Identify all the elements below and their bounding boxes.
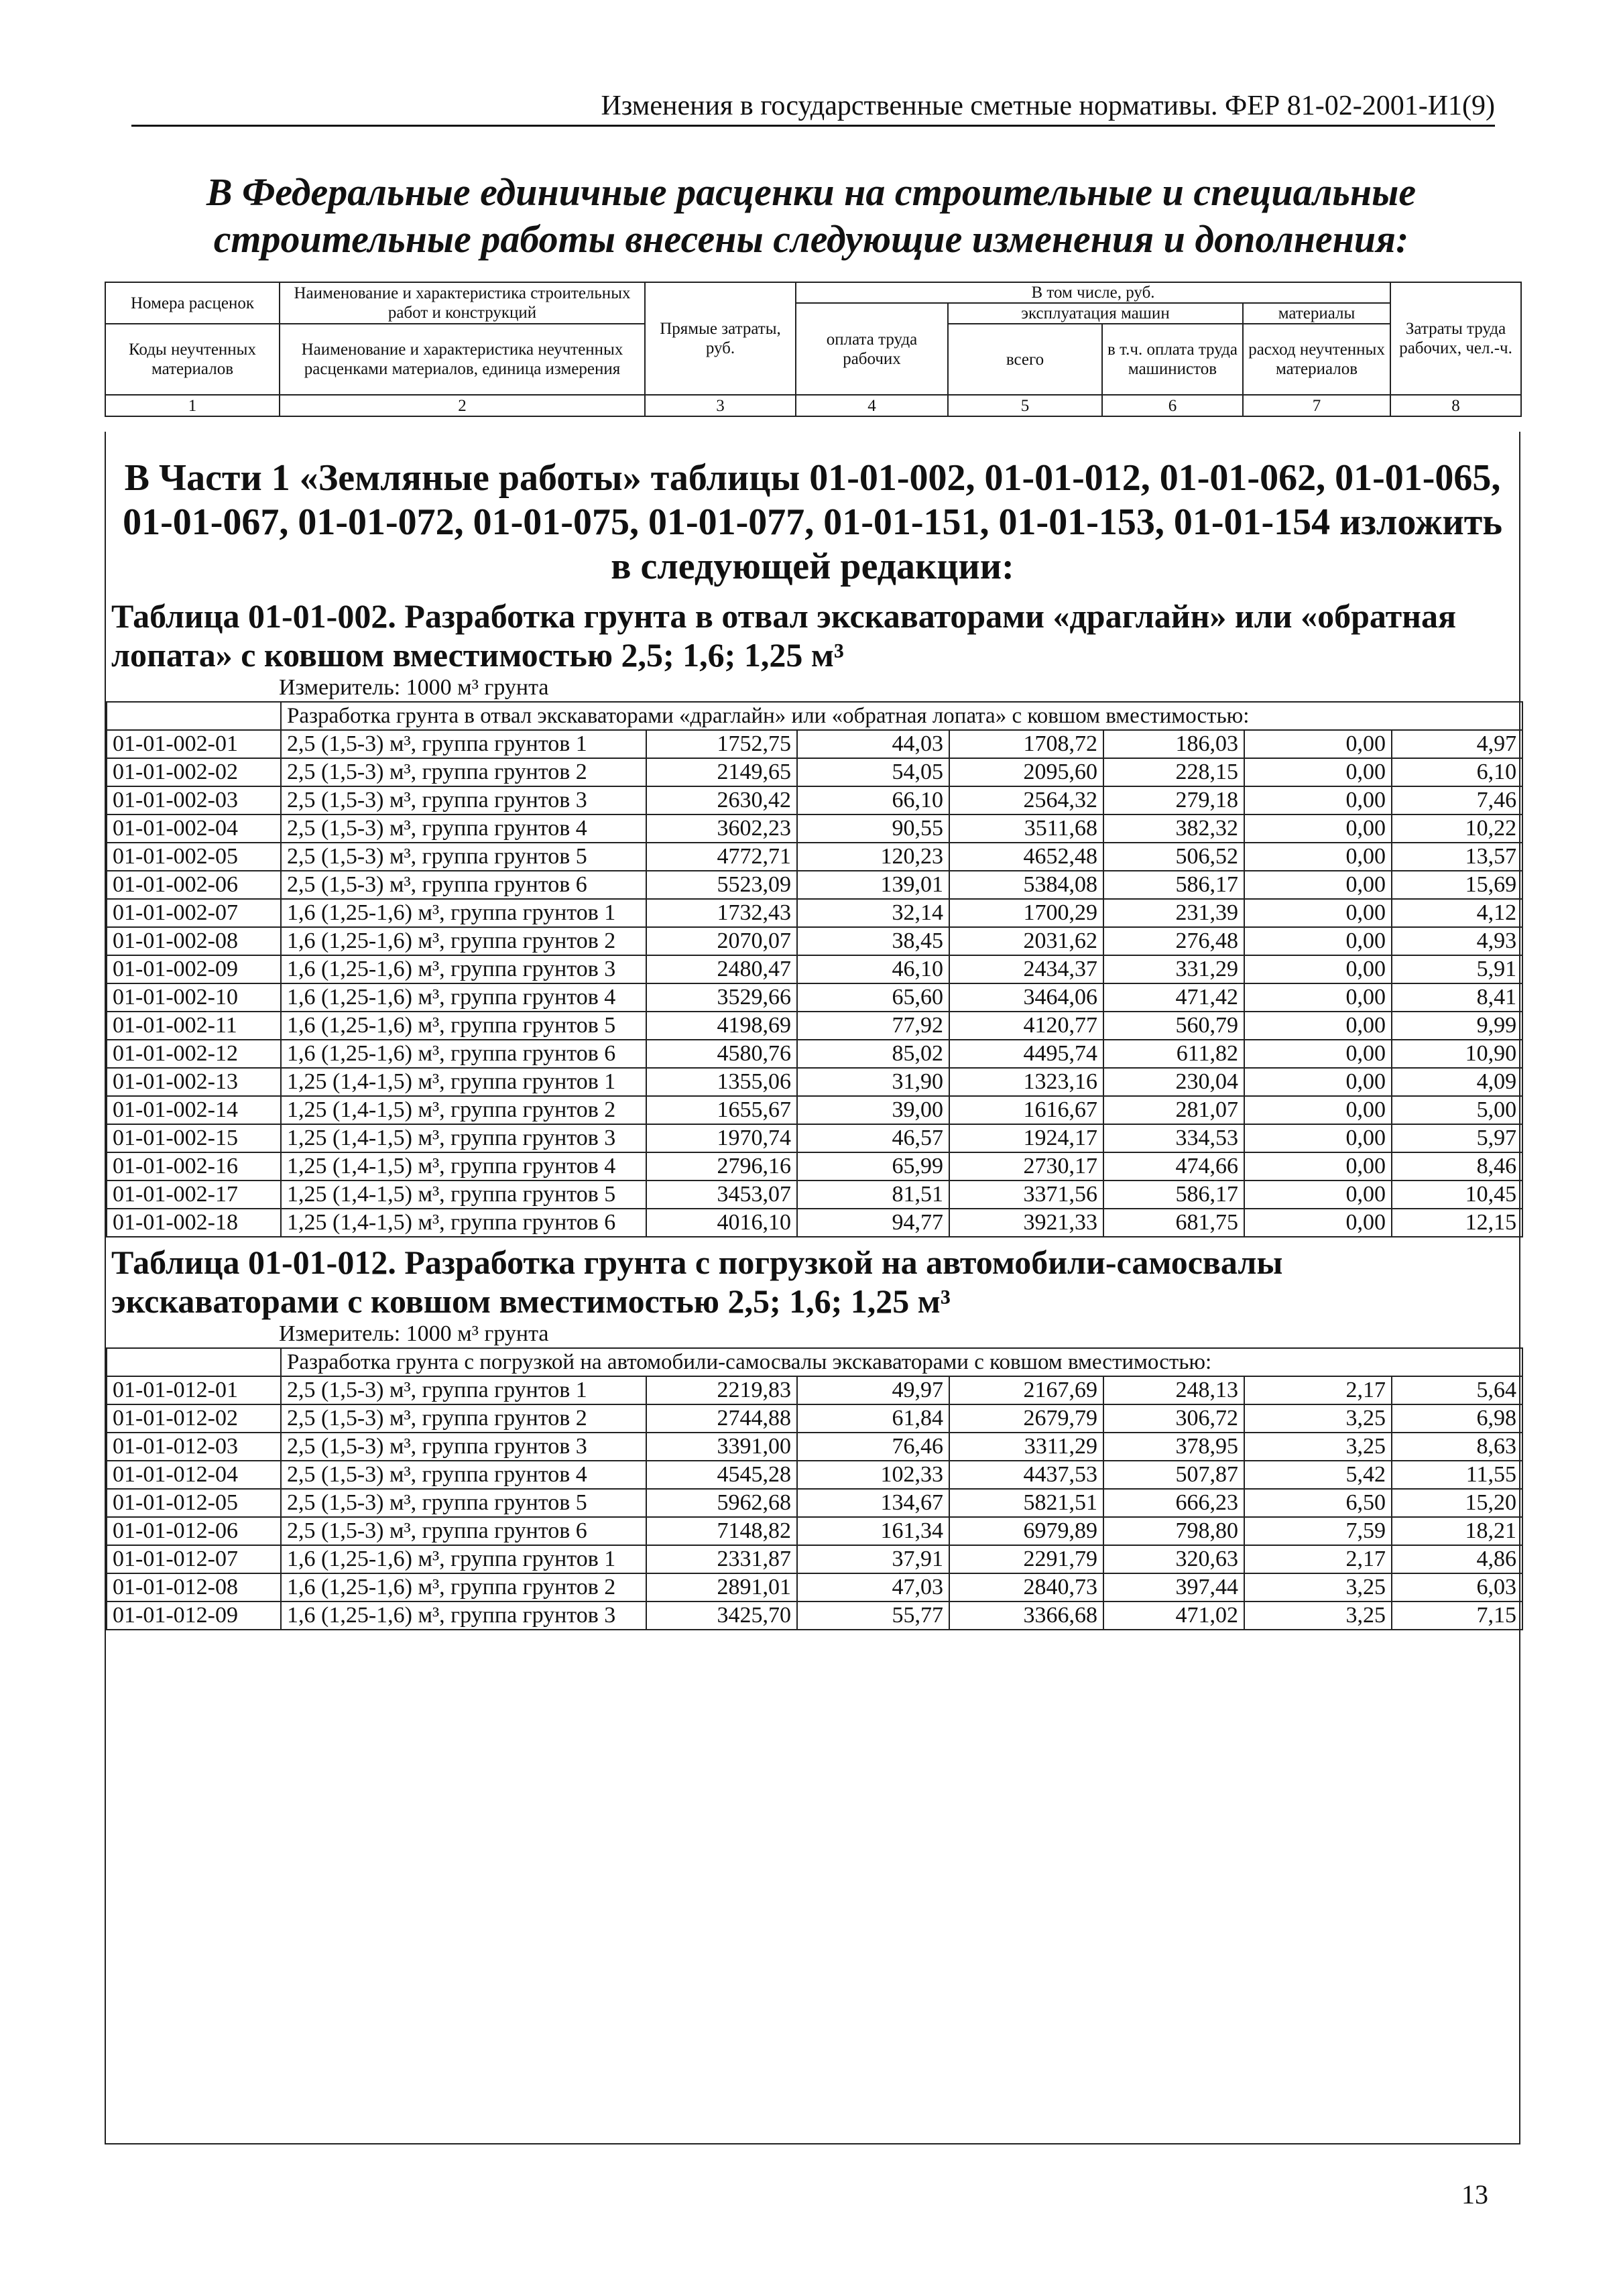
machines-total-cell: 3311,29 — [949, 1433, 1103, 1461]
column-header-table — [105, 282, 1522, 417]
operator-wages-cell: 279,18 — [1103, 786, 1244, 814]
materials-cell: 0,00 — [1244, 955, 1392, 983]
table-row — [107, 1461, 1522, 1489]
rate-code-cell: 01-01-002-08 — [107, 927, 281, 955]
operator-wages-cell: 798,80 — [1103, 1517, 1244, 1545]
machines-total-cell: 4495,74 — [949, 1040, 1103, 1068]
labor-costs-cell: 8,46 — [1392, 1152, 1522, 1181]
rate-code-cell: 01-01-002-18 — [107, 1209, 281, 1237]
work-name-cell: 1,6 (1,25-1,6) м³, группа грунтов 5 — [281, 1012, 646, 1040]
labor-costs-cell: 8,41 — [1392, 983, 1522, 1012]
work-name-cell: 1,6 (1,25-1,6) м³, группа грунтов 1 — [281, 899, 646, 927]
table-row — [107, 899, 1522, 927]
operator-wages-cell: 378,95 — [1103, 1433, 1244, 1461]
rate-code-cell: 01-01-012-01 — [107, 1376, 281, 1404]
direct-costs-cell: 1752,75 — [646, 730, 797, 758]
direct-costs-cell: 3602,23 — [646, 814, 797, 843]
header-operator-wages: в т.ч. оплата труда машинистов — [1102, 324, 1243, 395]
machines-total-cell: 1616,67 — [949, 1096, 1103, 1124]
labor-costs-cell: 5,00 — [1392, 1096, 1522, 1124]
labor-costs-cell: 4,86 — [1392, 1545, 1522, 1573]
direct-costs-cell: 3529,66 — [646, 983, 797, 1012]
work-name-cell: 1,6 (1,25-1,6) м³, группа грунтов 3 — [281, 955, 646, 983]
table-row — [107, 983, 1522, 1012]
machines-total-cell: 6979,89 — [949, 1517, 1103, 1545]
header-wages: оплата труда рабочих — [796, 303, 948, 395]
direct-costs-cell: 4580,76 — [646, 1040, 797, 1068]
wages-cell: 66,10 — [797, 786, 949, 814]
table-row — [107, 871, 1522, 899]
materials-cell: 0,00 — [1244, 730, 1392, 758]
machines-total-cell: 4437,53 — [949, 1461, 1103, 1489]
table-row — [107, 1602, 1522, 1630]
operator-wages-cell: 231,39 — [1103, 899, 1244, 927]
work-name-cell: 1,6 (1,25-1,6) м³, группа грунтов 4 — [281, 983, 646, 1012]
work-name-cell: 1,25 (1,4-1,5) м³, группа грунтов 1 — [281, 1068, 646, 1096]
table-row — [107, 1573, 1522, 1602]
table-row — [107, 1209, 1522, 1237]
operator-wages-cell: 560,79 — [1103, 1012, 1244, 1040]
header-material-name: Наименование и характеристика неучтенных расценками материалов, единица измерения — [280, 324, 645, 395]
direct-costs-cell: 4198,69 — [646, 1012, 797, 1040]
operator-wages-cell: 228,15 — [1103, 758, 1244, 786]
direct-costs-cell: 4016,10 — [646, 1209, 797, 1237]
labor-costs-cell: 5,64 — [1392, 1376, 1522, 1404]
header-including: В том числе, руб. — [796, 282, 1390, 303]
direct-costs-cell: 2219,83 — [646, 1376, 797, 1404]
header-labor-costs: Затраты труда рабочих, чел.-ч. — [1390, 282, 1521, 395]
operator-wages-cell: 276,48 — [1103, 927, 1244, 955]
column-number: 7 — [1243, 395, 1390, 416]
machines-total-cell: 3511,68 — [949, 814, 1103, 843]
operator-wages-cell: 320,63 — [1103, 1545, 1244, 1573]
table-row — [107, 843, 1522, 871]
direct-costs-cell: 5523,09 — [646, 871, 797, 899]
labor-costs-cell: 6,98 — [1392, 1404, 1522, 1433]
work-name-cell: 2,5 (1,5-3) м³, группа грунтов 4 — [281, 1461, 646, 1489]
column-number: 2 — [280, 395, 645, 416]
wages-cell: 65,99 — [797, 1152, 949, 1181]
rate-code-cell: 01-01-002-02 — [107, 758, 281, 786]
direct-costs-cell: 3425,70 — [646, 1602, 797, 1630]
materials-cell: 0,00 — [1244, 1152, 1392, 1181]
wages-cell: 81,51 — [797, 1181, 949, 1209]
column-number: 4 — [796, 395, 948, 416]
rate-code-cell: 01-01-012-09 — [107, 1602, 281, 1630]
direct-costs-cell: 1655,67 — [646, 1096, 797, 1124]
column-number: 1 — [105, 395, 280, 416]
direct-costs-cell: 2891,01 — [646, 1573, 797, 1602]
table-unit: Измеритель: 1000 м³ грунта — [279, 675, 549, 700]
machines-total-cell: 5821,51 — [949, 1489, 1103, 1517]
direct-costs-cell: 2630,42 — [646, 786, 797, 814]
direct-costs-cell: 2796,16 — [646, 1152, 797, 1181]
rate-code-cell: 01-01-002-13 — [107, 1068, 281, 1096]
content-section — [105, 432, 1520, 2144]
page-header: Изменения в государственные сметные нормативы. ФЕР 81-02-2001-И1(9) — [131, 90, 1495, 127]
rate-code-cell: 01-01-002-03 — [107, 786, 281, 814]
direct-costs-cell: 3391,00 — [646, 1433, 797, 1461]
materials-cell: 0,00 — [1244, 983, 1392, 1012]
machines-total-cell: 1323,16 — [949, 1068, 1103, 1096]
wages-cell: 139,01 — [797, 871, 949, 899]
materials-cell: 0,00 — [1244, 814, 1392, 843]
wages-cell: 46,57 — [797, 1124, 949, 1152]
labor-costs-cell: 4,93 — [1392, 927, 1522, 955]
materials-cell: 2,17 — [1244, 1545, 1392, 1573]
machines-total-cell: 2031,62 — [949, 927, 1103, 955]
wages-cell: 32,14 — [797, 899, 949, 927]
materials-cell: 7,59 — [1244, 1517, 1392, 1545]
materials-cell: 5,42 — [1244, 1461, 1392, 1489]
materials-cell: 0,00 — [1244, 899, 1392, 927]
rate-code-cell: 01-01-002-16 — [107, 1152, 281, 1181]
rate-code-cell: 01-01-002-11 — [107, 1012, 281, 1040]
wages-cell: 37,91 — [797, 1545, 949, 1573]
page-title: В Федеральные единичные расценки на строительные и специальные строительные работы внесены следующие изменения и дополнения: — [206, 170, 1417, 261]
wages-cell: 39,00 — [797, 1096, 949, 1124]
operator-wages-cell: 331,29 — [1103, 955, 1244, 983]
labor-costs-cell: 7,46 — [1392, 786, 1522, 814]
column-number: 3 — [645, 395, 796, 416]
rates-table — [106, 701, 1523, 1237]
direct-costs-cell: 5962,68 — [646, 1489, 797, 1517]
labor-costs-cell: 10,90 — [1392, 1040, 1522, 1068]
work-name-cell: 2,5 (1,5-3) м³, группа грунтов 3 — [281, 786, 646, 814]
machines-total-cell: 2564,32 — [949, 786, 1103, 814]
table-row — [107, 1376, 1522, 1404]
header-work-name: Наименование и характеристика строительных работ и конструкций — [280, 282, 645, 324]
table-row — [107, 1517, 1522, 1545]
work-name-cell: 2,5 (1,5-3) м³, группа грунтов 1 — [281, 730, 646, 758]
materials-cell: 3,25 — [1244, 1602, 1392, 1630]
table-row — [107, 1181, 1522, 1209]
labor-costs-cell: 10,45 — [1392, 1181, 1522, 1209]
header-material-codes: Коды неучтенных материалов — [105, 324, 280, 395]
machines-total-cell: 1924,17 — [949, 1124, 1103, 1152]
table-title: Таблица 01-01-002. Разработка грунта в отвал экскаваторами «драглайн» или «обратная лопата» с ковшом вместимостью 2,5; 1,6; 1,25 м³ — [111, 597, 1457, 674]
part-title: В Части 1 «Земляные работы» таблицы 01-01-002, 01-01-012, 01-01-062, 01-01-065, 01-01-067, 01-01-072, 01-01-075, 01-01-077, 01-01-151, 01-01-153, 01-01-154 изложить в следующей редакции: — [123, 457, 1502, 587]
wages-cell: 61,84 — [797, 1404, 949, 1433]
table-row — [107, 1152, 1522, 1181]
labor-costs-cell: 15,20 — [1392, 1489, 1522, 1517]
materials-cell: 6,50 — [1244, 1489, 1392, 1517]
work-name-cell: 1,6 (1,25-1,6) м³, группа грунтов 1 — [281, 1545, 646, 1573]
work-name-cell: 1,25 (1,4-1,5) м³, группа грунтов 5 — [281, 1181, 646, 1209]
table-row — [107, 1096, 1522, 1124]
rate-code-cell: 01-01-002-14 — [107, 1096, 281, 1124]
work-name-cell: 1,6 (1,25-1,6) м³, группа грунтов 2 — [281, 927, 646, 955]
machines-total-cell: 2095,60 — [949, 758, 1103, 786]
operator-wages-cell: 666,23 — [1103, 1489, 1244, 1517]
header-machines: эксплуатация машин — [948, 303, 1243, 324]
labor-costs-cell: 6,10 — [1392, 758, 1522, 786]
work-name-cell: 2,5 (1,5-3) м³, группа грунтов 2 — [281, 758, 646, 786]
table-row — [107, 786, 1522, 814]
machines-total-cell: 2434,37 — [949, 955, 1103, 983]
materials-cell: 3,25 — [1244, 1573, 1392, 1602]
direct-costs-cell: 1355,06 — [646, 1068, 797, 1096]
work-name-cell: 1,6 (1,25-1,6) м³, группа грунтов 2 — [281, 1573, 646, 1602]
work-name-cell: 1,6 (1,25-1,6) м³, группа грунтов 3 — [281, 1602, 646, 1630]
rate-code-cell: 01-01-002-15 — [107, 1124, 281, 1152]
labor-costs-cell: 8,63 — [1392, 1433, 1522, 1461]
wages-cell: 49,97 — [797, 1376, 949, 1404]
rate-code-cell: 01-01-002-06 — [107, 871, 281, 899]
labor-costs-cell: 4,97 — [1392, 730, 1522, 758]
work-name-cell: 2,5 (1,5-3) м³, группа грунтов 6 — [281, 871, 646, 899]
labor-costs-cell: 4,09 — [1392, 1068, 1522, 1096]
operator-wages-cell: 471,02 — [1103, 1602, 1244, 1630]
table-row — [107, 758, 1522, 786]
operator-wages-cell: 586,17 — [1103, 1181, 1244, 1209]
direct-costs-cell: 4772,71 — [646, 843, 797, 871]
wages-cell: 77,92 — [797, 1012, 949, 1040]
wages-cell: 161,34 — [797, 1517, 949, 1545]
labor-costs-cell: 5,91 — [1392, 955, 1522, 983]
machines-total-cell: 5384,08 — [949, 871, 1103, 899]
wages-cell: 38,45 — [797, 927, 949, 955]
wages-cell: 65,60 — [797, 983, 949, 1012]
labor-costs-cell: 5,97 — [1392, 1124, 1522, 1152]
direct-costs-cell: 1970,74 — [646, 1124, 797, 1152]
materials-cell: 0,00 — [1244, 927, 1392, 955]
machines-total-cell: 3366,68 — [949, 1602, 1103, 1630]
column-number: 5 — [948, 395, 1102, 416]
materials-cell: 0,00 — [1244, 1124, 1392, 1152]
work-name-cell: 2,5 (1,5-3) м³, группа грунтов 3 — [281, 1433, 646, 1461]
operator-wages-cell: 397,44 — [1103, 1573, 1244, 1602]
rate-code-cell: 01-01-002-09 — [107, 955, 281, 983]
materials-cell: 0,00 — [1244, 786, 1392, 814]
operator-wages-cell: 186,03 — [1103, 730, 1244, 758]
direct-costs-cell: 2744,88 — [646, 1404, 797, 1433]
labor-costs-cell: 4,12 — [1392, 899, 1522, 927]
machines-total-cell: 2730,17 — [949, 1152, 1103, 1181]
labor-costs-cell: 11,55 — [1392, 1461, 1522, 1489]
operator-wages-cell: 611,82 — [1103, 1040, 1244, 1068]
rate-code-cell: 01-01-012-08 — [107, 1573, 281, 1602]
operator-wages-cell: 248,13 — [1103, 1376, 1244, 1404]
wages-cell: 44,03 — [797, 730, 949, 758]
materials-cell: 0,00 — [1244, 1012, 1392, 1040]
work-name-cell: 2,5 (1,5-3) м³, группа грунтов 6 — [281, 1517, 646, 1545]
wages-cell: 76,46 — [797, 1433, 949, 1461]
header-machines-total: всего — [948, 324, 1102, 395]
table-row — [107, 1433, 1522, 1461]
work-name-cell: 2,5 (1,5-3) м³, группа грунтов 5 — [281, 1489, 646, 1517]
header-material-usage: расход неучтенных материалов — [1243, 324, 1390, 395]
operator-wages-cell: 474,66 — [1103, 1152, 1244, 1181]
rate-code-cell: 01-01-002-07 — [107, 899, 281, 927]
labor-costs-cell: 9,99 — [1392, 1012, 1522, 1040]
machines-total-cell: 3921,33 — [949, 1209, 1103, 1237]
materials-cell: 0,00 — [1244, 843, 1392, 871]
machines-total-cell: 2679,79 — [949, 1404, 1103, 1433]
table-subtitle: Разработка грунта с погрузкой на автомобили-самосвалы экскаваторами с ковшом вместимостью: — [281, 1348, 1522, 1376]
direct-costs-cell: 1732,43 — [646, 899, 797, 927]
operator-wages-cell: 306,72 — [1103, 1404, 1244, 1433]
operator-wages-cell: 334,53 — [1103, 1124, 1244, 1152]
direct-costs-cell: 2480,47 — [646, 955, 797, 983]
wages-cell: 46,10 — [797, 955, 949, 983]
machines-total-cell: 1708,72 — [949, 730, 1103, 758]
wages-cell: 102,33 — [797, 1461, 949, 1489]
table-title: Таблица 01-01-012. Разработка грунта с погрузкой на автомобили-самосвалы экскаваторами с ковшом вместимостью 2,5; 1,6; 1,25 м³ — [111, 1244, 1283, 1320]
materials-cell: 0,00 — [1244, 758, 1392, 786]
table-row — [107, 927, 1522, 955]
header-materials: материалы — [1243, 303, 1390, 324]
table-unit: Измеритель: 1000 м³ грунта — [279, 1321, 549, 1346]
table-row — [107, 1404, 1522, 1433]
machines-total-cell: 4652,48 — [949, 843, 1103, 871]
materials-cell: 0,00 — [1244, 1068, 1392, 1096]
operator-wages-cell: 281,07 — [1103, 1096, 1244, 1124]
table-subtitle: Разработка грунта в отвал экскаваторами «драглайн» или «обратная лопата» с ковшом вместимостью: — [281, 702, 1522, 730]
rates-table — [106, 1347, 1523, 1630]
labor-costs-cell: 18,21 — [1392, 1517, 1522, 1545]
table-row — [107, 730, 1522, 758]
wages-cell: 90,55 — [797, 814, 949, 843]
operator-wages-cell: 471,42 — [1103, 983, 1244, 1012]
machines-total-cell: 3371,56 — [949, 1181, 1103, 1209]
materials-cell: 0,00 — [1244, 871, 1392, 899]
direct-costs-cell: 4545,28 — [646, 1461, 797, 1489]
work-name-cell: 2,5 (1,5-3) м³, группа грунтов 4 — [281, 814, 646, 843]
header-rate-numbers: Номера расценок — [105, 282, 280, 324]
direct-costs-cell: 2149,65 — [646, 758, 797, 786]
machines-total-cell: 2291,79 — [949, 1545, 1103, 1573]
labor-costs-cell: 6,03 — [1392, 1573, 1522, 1602]
labor-costs-cell: 13,57 — [1392, 843, 1522, 871]
labor-costs-cell: 10,22 — [1392, 814, 1522, 843]
table-row — [107, 1040, 1522, 1068]
work-name-cell: 2,5 (1,5-3) м³, группа грунтов 1 — [281, 1376, 646, 1404]
work-name-cell: 2,5 (1,5-3) м³, группа грунтов 5 — [281, 843, 646, 871]
materials-cell: 3,25 — [1244, 1404, 1392, 1433]
machines-total-cell: 3464,06 — [949, 983, 1103, 1012]
operator-wages-cell: 382,32 — [1103, 814, 1244, 843]
direct-costs-cell: 3453,07 — [646, 1181, 797, 1209]
materials-cell: 0,00 — [1244, 1040, 1392, 1068]
materials-cell: 0,00 — [1244, 1096, 1392, 1124]
machines-total-cell: 1700,29 — [949, 899, 1103, 927]
table-row — [107, 955, 1522, 983]
table-row — [107, 1068, 1522, 1096]
table-row — [107, 1012, 1522, 1040]
rate-code-cell: 01-01-002-04 — [107, 814, 281, 843]
table-row — [107, 1124, 1522, 1152]
machines-total-cell: 4120,77 — [949, 1012, 1103, 1040]
rate-code-cell: 01-01-002-05 — [107, 843, 281, 871]
wages-cell: 94,77 — [797, 1209, 949, 1237]
operator-wages-cell: 230,04 — [1103, 1068, 1244, 1096]
rate-code-cell: 01-01-012-05 — [107, 1489, 281, 1517]
labor-costs-cell: 15,69 — [1392, 871, 1522, 899]
rate-code-cell: 01-01-012-04 — [107, 1461, 281, 1489]
wages-cell: 47,03 — [797, 1573, 949, 1602]
wages-cell: 134,67 — [797, 1489, 949, 1517]
materials-cell: 0,00 — [1244, 1209, 1392, 1237]
operator-wages-cell: 586,17 — [1103, 871, 1244, 899]
labor-costs-cell: 12,15 — [1392, 1209, 1522, 1237]
table-row — [107, 814, 1522, 843]
work-name-cell: 2,5 (1,5-3) м³, группа грунтов 2 — [281, 1404, 646, 1433]
wages-cell: 85,02 — [797, 1040, 949, 1068]
operator-wages-cell: 681,75 — [1103, 1209, 1244, 1237]
direct-costs-cell: 2331,87 — [646, 1545, 797, 1573]
header-direct-costs: Прямые затраты, руб. — [645, 282, 796, 395]
table-row — [107, 1489, 1522, 1517]
direct-costs-cell: 7148,82 — [646, 1517, 797, 1545]
rate-code-cell: 01-01-012-02 — [107, 1404, 281, 1433]
materials-cell: 0,00 — [1244, 1181, 1392, 1209]
wages-cell: 31,90 — [797, 1068, 949, 1096]
machines-total-cell: 2840,73 — [949, 1573, 1103, 1602]
rate-code-cell: 01-01-012-07 — [107, 1545, 281, 1573]
work-name-cell: 1,25 (1,4-1,5) м³, группа грунтов 2 — [281, 1096, 646, 1124]
labor-costs-cell: 7,15 — [1392, 1602, 1522, 1630]
column-number: 6 — [1102, 395, 1243, 416]
operator-wages-cell: 507,87 — [1103, 1461, 1244, 1489]
operator-wages-cell: 506,52 — [1103, 843, 1244, 871]
wages-cell: 54,05 — [797, 758, 949, 786]
rate-code-cell: 01-01-012-06 — [107, 1517, 281, 1545]
work-name-cell: 1,25 (1,4-1,5) м³, группа грунтов 3 — [281, 1124, 646, 1152]
rate-code-cell: 01-01-012-03 — [107, 1433, 281, 1461]
column-number: 8 — [1390, 395, 1521, 416]
materials-cell: 2,17 — [1244, 1376, 1392, 1404]
table-row — [107, 1545, 1522, 1573]
page-number: 13 — [1461, 2179, 1488, 2210]
rate-code-cell: 01-01-002-10 — [107, 983, 281, 1012]
work-name-cell: 1,25 (1,4-1,5) м³, группа грунтов 6 — [281, 1209, 646, 1237]
work-name-cell: 1,25 (1,4-1,5) м³, группа грунтов 4 — [281, 1152, 646, 1181]
wages-cell: 55,77 — [797, 1602, 949, 1630]
machines-total-cell: 2167,69 — [949, 1376, 1103, 1404]
rate-code-cell: 01-01-002-12 — [107, 1040, 281, 1068]
work-name-cell: 1,6 (1,25-1,6) м³, группа грунтов 6 — [281, 1040, 646, 1068]
direct-costs-cell: 2070,07 — [646, 927, 797, 955]
rate-code-cell: 01-01-002-17 — [107, 1181, 281, 1209]
materials-cell: 3,25 — [1244, 1433, 1392, 1461]
wages-cell: 120,23 — [797, 843, 949, 871]
rate-code-cell: 01-01-002-01 — [107, 730, 281, 758]
